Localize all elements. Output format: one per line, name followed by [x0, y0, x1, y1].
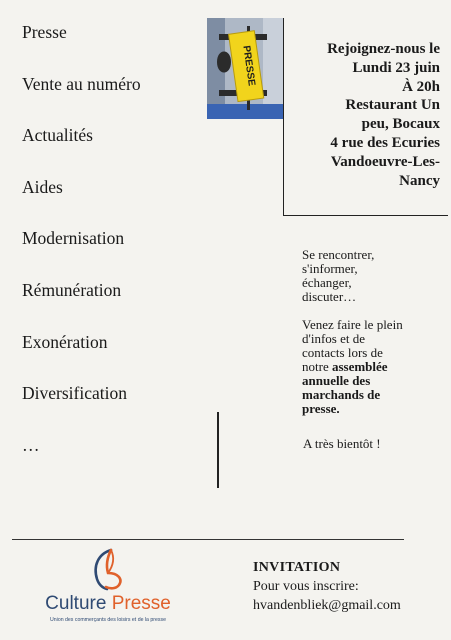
invitation-title: INVITATION — [253, 560, 341, 575]
body-line-bold: marchands de — [302, 387, 381, 402]
event-line: Vandoeuvre-Les- — [330, 153, 440, 170]
intro-line: discuter… — [302, 289, 357, 304]
logo-word-culture: Culture — [45, 593, 107, 614]
topic-item: Actualités — [22, 125, 93, 146]
event-line: peu, Bocaux — [361, 116, 440, 133]
culture-presse-logo — [28, 546, 188, 630]
intro-paragraph — [302, 248, 442, 304]
topic-item: Rémunération — [22, 279, 122, 300]
body-line: contacts lors de — [302, 345, 383, 360]
event-line: Nancy — [399, 172, 440, 189]
invite-text — [302, 248, 442, 430]
topic-item: Presse — [22, 22, 67, 42]
topic-item: Exonération — [22, 331, 108, 352]
body-line-bold: assemblée — [331, 359, 388, 374]
topic-item: Modernisation — [22, 228, 125, 249]
logo-word-presse: Presse — [111, 593, 171, 614]
intro-line: s'informer, — [302, 261, 358, 276]
horizontal-divider — [12, 539, 404, 540]
event-line: 4 rue des Ecuries — [330, 134, 440, 151]
topic-item: … — [22, 434, 40, 455]
body-line-bold: annuelle des — [302, 373, 371, 388]
invitation-subtitle: Pour vous inscrire: — [253, 579, 359, 594]
intro-line: échanger, — [302, 275, 352, 290]
presse-sign-photo — [207, 18, 283, 119]
quill-icon — [84, 546, 130, 592]
invitation-block — [253, 558, 401, 615]
event-line: À 20h — [402, 78, 440, 95]
closing-text: A très bientôt ! — [303, 436, 381, 451]
topic-item: Aides — [22, 176, 63, 197]
body-line — [302, 360, 442, 374]
vertical-divider — [217, 412, 219, 488]
logo-wordmark — [28, 593, 188, 615]
body-paragraph — [302, 318, 442, 416]
sign-text: PRESSE — [240, 44, 257, 87]
event-line: Rejoignez-nous le — [327, 41, 440, 57]
logo-tagline: Union des commerçants des loisirs et de la presse — [50, 617, 166, 623]
body-line-bold: presse. — [302, 401, 340, 416]
event-line: Restaurant Un — [345, 97, 440, 114]
event-details-box — [283, 18, 448, 216]
body-line-prefix: notre — [302, 359, 332, 374]
topic-item: Diversification — [22, 383, 127, 404]
topics-list — [22, 22, 141, 486]
body-line: d'infos et de — [302, 331, 365, 346]
topic-item: Vente au numéro — [22, 73, 141, 94]
body-line: Venez faire le plein — [302, 317, 403, 332]
event-details — [327, 40, 440, 190]
invitation-email[interactable]: hvandenbliek@gmail.com — [253, 598, 401, 613]
event-line: Lundi 23 juin — [352, 59, 440, 76]
intro-line: Se rencontrer, — [302, 247, 375, 262]
presse-sign-illustration — [207, 18, 283, 119]
